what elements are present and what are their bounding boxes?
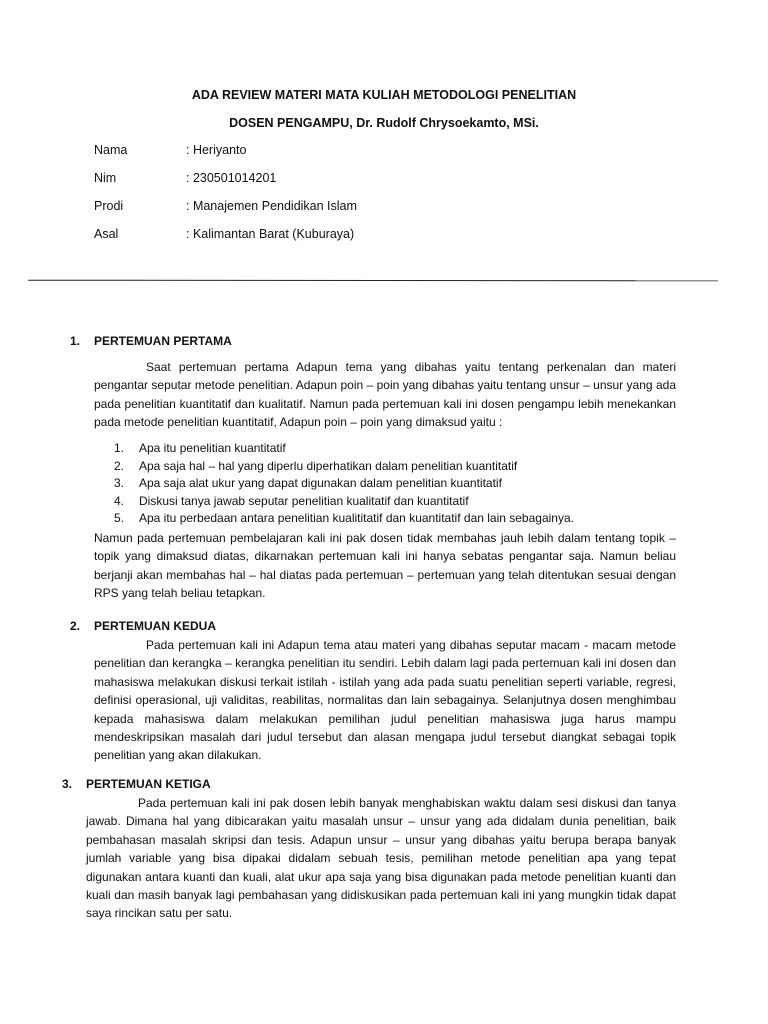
section-number: 2. <box>70 619 81 633</box>
list-item <box>114 458 574 476</box>
section-1-closing: Namun pada pertemuan pembelajaran kali ini pak dosen tidak membahas jauh lebih dalam tentang topik – topik yang dimaksud diatas, dikarnakan pertemuan kali ini hanya sebatas pengantar saja. Namun beliau berjanji akan membahas hal – hal diatas pada pertemuan – pertemuan yang telah ditentukan sesuai dengan RPS yang telah beliau tetapkan. <box>94 531 676 601</box>
document-title: ADA REVIEW MATERI MATA KULIAH METODOLOGI PENELITIAN <box>191 88 577 102</box>
header-divider <box>28 280 718 282</box>
section-number: 1. <box>70 334 81 348</box>
paragraph-text: Saat pertemuan pertama Adapun tema yang dibahas yaitu tentang perkenalan dan materi pengantar seputar metode penelitian. Adapun poin – poin yang dibahas yaitu tentang unsur – unsur yang ada pada penelitian kuantitatif dan kualitatif. Namun pada pertemuan kali ini dosen pengampu lebih menekankan pada metode penelitian kuantitatif, Adapun poin – poin yang dimaksud yaitu : <box>94 360 676 430</box>
list-number: 4. <box>114 493 125 508</box>
list-number: 3. <box>114 476 125 491</box>
section-title: PERTEMUAN PERTAMA <box>94 334 232 348</box>
list-text: Apa itu perbedaan antara penelitian kualititatif dan kuantitatif dan lain sebagainya. <box>139 511 574 526</box>
info-value: : Heriyanto <box>186 143 247 157</box>
list-item <box>114 510 574 528</box>
list-text: Apa saja hal – hal yang diperlu diperhatikan dalam penelitian kuantitatif <box>139 458 518 473</box>
lecturer-line: DOSEN PENGAMPU, Dr. Rudolf Chrysoekamto, MSi. <box>229 116 539 130</box>
section-number: 3. <box>62 777 73 791</box>
paragraph-text: Pada pertemuan kali ini pak dosen lebih banyak menghabiskan waktu dalam sesi diskusi dan tanya jawab. Dimana hal yang dibicarakan yaitu masalah unsur – unsur yang ada didalam dunia penelitian, baik pembahasan masalah skripsi dan tesis. Adapun unsur – unsur yang dibahas yaitu berupa berapa banyak jumlah variable yang bisa dipakai didalam sebuah tesis, pemilihan metode penelitian apa yang tepat digunakan antara kuanti dan kuali, alat ukur apa saja yang bisa digunakan pada metode penelitian kuanti dan kuali dan masih banyak lagi pembahasan yang didiskusikan pada pertemuan kali ini yang mungkin tidak dapat saya rincikan satu per satu. <box>86 796 676 921</box>
section-3-body <box>86 794 676 923</box>
list-text: Apa saja alat ukur yang dapat digunakan dalam penelitian kuantitatif <box>139 476 502 491</box>
list-number: 1. <box>114 441 125 455</box>
info-value: : Kalimantan Barat (Kuburaya) <box>186 227 355 241</box>
paragraph-text: Pada pertemuan kali ini Adapun tema atau materi yang dibahas seputar macam - macam metode penelitian dan kerangka – kerangka penelitian itu sendiri. Lebih dalam lagi pada pertemuan kali ini dosen dan mahasiswa melakukan diskusi terkait istilah - istilah yang ada pada suatu penelitian seperti variable, regresi, definisi operasional, uji validitas, reabilitas, normalitas dan lain sebagainya. Selanjutnya dosen menghimbau kepada mahasiswa dalam melakukan pemilihan judul penelitian mahasiswa juga harus mampu mendeskripsikan masalah dari judul tersebut dan alasan mengapa judul tersebut diangkat sebagai topik penelitian yang akan dilakukan. <box>94 638 676 763</box>
list-item <box>114 493 574 511</box>
list-text: Diskusi tanya jawab seputar penelitian kualitatif dan kuantitatif <box>139 493 469 508</box>
section-1-list <box>114 440 574 528</box>
info-label: Nim <box>94 171 117 185</box>
info-label: Nama <box>94 143 128 157</box>
info-label: Asal <box>94 227 119 241</box>
list-number: 2. <box>114 458 125 473</box>
list-item <box>114 475 574 493</box>
section-1-intro <box>94 358 676 432</box>
section-title: PERTEMUAN KEDUA <box>94 619 217 633</box>
info-value: : Manajemen Pendidikan Islam <box>186 199 357 213</box>
info-label: Prodi <box>94 199 124 213</box>
section-title: PERTEMUAN KETIGA <box>86 777 211 791</box>
section-2-body <box>94 636 676 765</box>
list-item <box>114 440 574 458</box>
info-value: : 230501014201 <box>186 171 277 185</box>
list-text: Apa itu penelitian kuantitatif <box>139 441 286 455</box>
list-number: 5. <box>114 511 125 526</box>
